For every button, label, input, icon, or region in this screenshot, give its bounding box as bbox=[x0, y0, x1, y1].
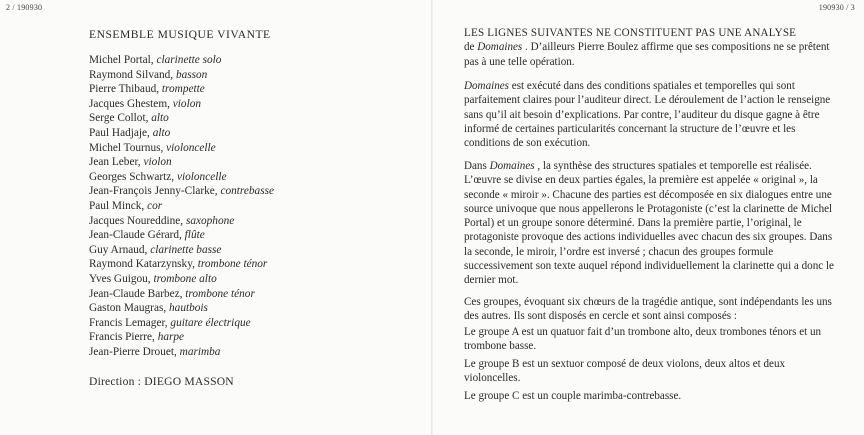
musician-row bbox=[89, 126, 274, 141]
musician-row bbox=[89, 257, 274, 272]
musician-name: Francis Lemager, bbox=[89, 316, 171, 329]
musician-instrument: trombone ténor bbox=[185, 287, 255, 300]
musician-row bbox=[89, 228, 274, 243]
ensemble-title: ENSEMBLE MUSIQUE VIVANTE bbox=[89, 28, 271, 41]
page-number-left: 2 / 190930 bbox=[6, 3, 43, 12]
musician-instrument: trombone ténor bbox=[197, 258, 268, 271]
musician-instrument: basson bbox=[175, 68, 208, 81]
musician-name: Francis Pierre, bbox=[89, 331, 158, 344]
musician-name: Pierre Thibaud, bbox=[89, 83, 162, 96]
musician-instrument: trompette bbox=[161, 83, 205, 96]
paragraph-text: est exécuté dans des conditions spatiales et temporelles qui sont parfaitement claires pour l’auditeur direct. Le déroulement de l’action le renseigne sans qu’il ait besoin d’explications. Par contre, l’auditeur du disque gagne à être informé de certaines particularités concernant la structure de l’œuvre et les conditions de son exécution. bbox=[464, 80, 831, 150]
musician-instrument: hautbois bbox=[169, 302, 208, 315]
musician-name: Jacques Noureddine, bbox=[89, 214, 186, 227]
musician-instrument: violon bbox=[143, 156, 172, 169]
musician-instrument: guitare électrique bbox=[170, 316, 251, 329]
musician-row bbox=[89, 141, 274, 156]
musician-row bbox=[89, 316, 274, 331]
work-title: Domaines bbox=[477, 41, 523, 54]
musician-instrument: marimba bbox=[179, 345, 221, 358]
musician-name: Raymond Silvand, bbox=[89, 68, 176, 81]
paragraph-intro bbox=[464, 26, 836, 69]
musician-name: Michel Tournus, bbox=[89, 141, 167, 154]
musician-row bbox=[89, 287, 274, 302]
musician-row bbox=[89, 155, 274, 170]
musician-instrument: violoncelle bbox=[176, 170, 227, 183]
paragraph-text: Dans bbox=[464, 160, 490, 172]
musician-row bbox=[89, 97, 274, 112]
musician-row bbox=[89, 184, 274, 199]
musician-instrument: clarinette basse bbox=[150, 243, 222, 256]
work-title: Domaines bbox=[489, 160, 535, 172]
paragraph-group-c: Le groupe C est un couple marimba-contrebasse. bbox=[464, 390, 682, 402]
paragraph-structure bbox=[464, 159, 836, 288]
musician-row bbox=[89, 345, 274, 360]
intro-heading: LES LIGNES SUIVANTES NE CONSTITUENT PAS UNE ANALYSE bbox=[464, 27, 797, 39]
musician-row bbox=[89, 199, 274, 214]
musician-row bbox=[89, 170, 274, 185]
musician-row bbox=[89, 243, 274, 258]
musician-row bbox=[89, 272, 274, 287]
musician-name: Jean-Claude Gérard, bbox=[89, 229, 185, 242]
paragraph-execution bbox=[464, 79, 836, 150]
musician-row bbox=[89, 214, 274, 229]
musician-instrument: violoncelle bbox=[166, 141, 216, 154]
musician-name: Paul Minck, bbox=[89, 199, 148, 212]
paragraph-text: , la synthèse des structures spatiales et temporelle est réalisée. L’œuvre se divise en deux parties égales, la première est appelée « original », la seconde « miroir ». Chacune des parties est décomposée en six dialogues entre une source univoque que nous appellerons le Protagoniste (c’est la clarinette de Michel Portal) et un groupe sonore déterminé. Dans la première partie, l’original, le protagoniste provoque des actions individuelles avec chacun des six groupes. Dans la seconde, le miroir, l’ordre est inversé ; chacun des groupes formule successivement son texte auquel répond individuellement la clarinette qui a donc le dernier mot. bbox=[464, 160, 834, 287]
paragraph-group-a: Le groupe A est un quatuor fait d’un trombone alto, deux trombones ténors et un trombone basse. bbox=[464, 326, 822, 353]
musician-name: Jean-Pierre Drouet, bbox=[89, 345, 180, 358]
musician-instrument: cor bbox=[147, 199, 163, 212]
musician-name: Guy Arnaud, bbox=[89, 243, 151, 256]
musician-name: Paul Hadjaje, bbox=[89, 126, 153, 139]
page-number-right: 190930 / 3 bbox=[818, 3, 855, 12]
musician-row bbox=[89, 301, 274, 316]
musician-instrument: alto bbox=[152, 126, 171, 139]
musician-name: Georges Schwartz, bbox=[89, 170, 177, 183]
musician-name: Raymond Katarzynsky, bbox=[89, 258, 198, 271]
musician-name: Michel Portal, bbox=[89, 54, 157, 66]
musician-name: Gaston Maugras, bbox=[89, 302, 170, 315]
musician-row bbox=[89, 111, 274, 126]
musician-instrument: flûte bbox=[184, 229, 205, 242]
intro-text: . D’ailleurs Pierre Boulez affirme que ses compositions ne se prêtent pas à une telle opération. bbox=[464, 41, 830, 68]
work-title: Domaines bbox=[464, 80, 509, 92]
musician-name: Yves Guigou, bbox=[89, 272, 154, 285]
musician-row bbox=[89, 330, 274, 345]
musician-instrument: saxophone bbox=[185, 214, 235, 227]
intro-text: de bbox=[464, 41, 478, 54]
musician-name: Jean-François Jenny-Clarke, bbox=[89, 185, 221, 198]
direction-credit: Direction : DIEGO MASSON bbox=[89, 375, 234, 388]
musician-row bbox=[89, 82, 274, 97]
musician-instrument: contrebasse bbox=[220, 185, 274, 198]
paragraph-groups: Ces groupes, évoquant six chœurs de la tragédie antique, sont indépendants les uns des autres. Ils sont disposés en cercle et sont ainsi composés : bbox=[464, 296, 832, 323]
musician-name: Jacques Ghestem, bbox=[89, 97, 173, 110]
musician-name: Serge Collot, bbox=[89, 112, 152, 125]
musician-row bbox=[89, 53, 274, 68]
musician-instrument: trombone alto bbox=[153, 272, 217, 285]
paragraph-group-b: Le groupe B est un sextuor composé de deux violons, deux altos et deux violoncelles. bbox=[464, 358, 786, 385]
musician-instrument: clarinette solo bbox=[156, 54, 222, 66]
musician-list bbox=[89, 53, 274, 359]
musician-instrument: alto bbox=[151, 112, 169, 125]
musician-instrument: harpe bbox=[157, 331, 185, 344]
musician-instrument: violon bbox=[172, 97, 202, 110]
musician-row bbox=[89, 68, 274, 83]
musician-name: Jean-Claude Barbez, bbox=[89, 287, 186, 300]
musician-name: Jean Leber, bbox=[89, 156, 144, 169]
